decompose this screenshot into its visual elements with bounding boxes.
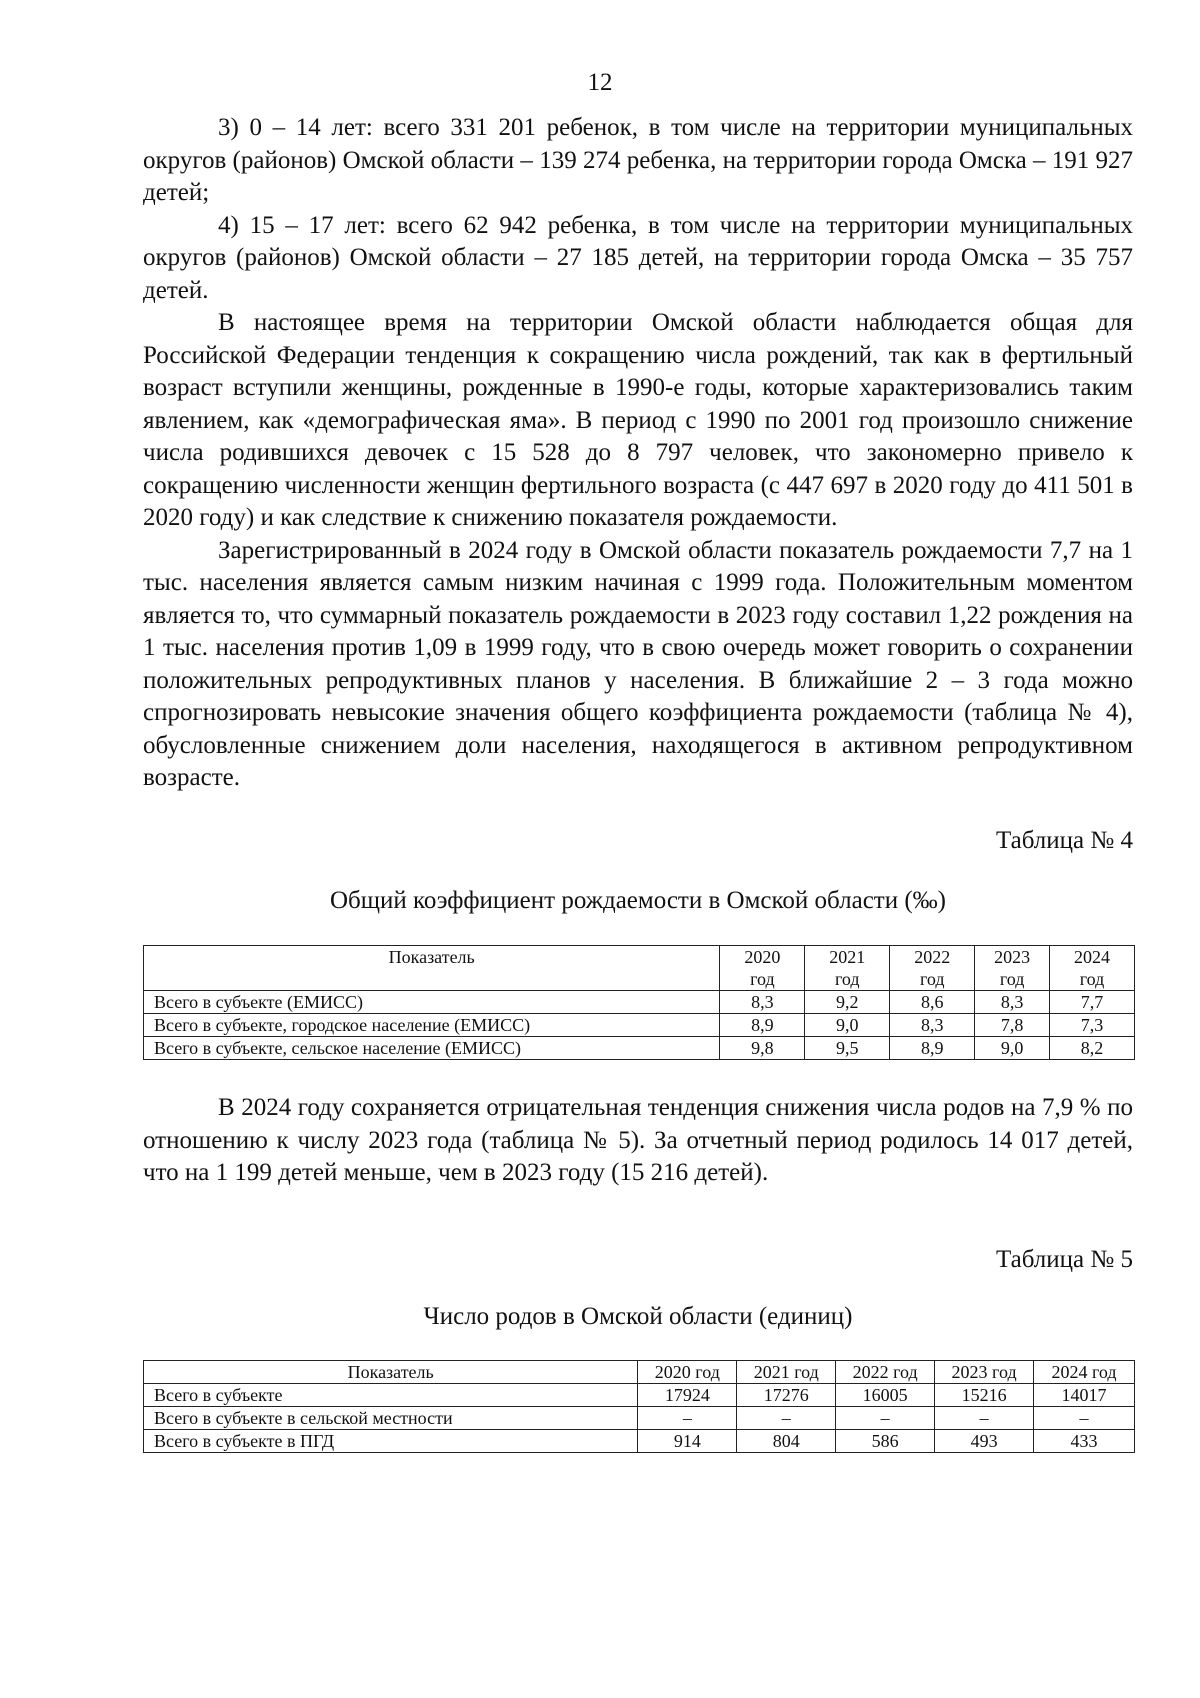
table5-cell: –	[737, 1407, 836, 1430]
table4-cell: 8,9	[890, 1037, 975, 1060]
table5-header-year: 2021 год	[737, 1361, 836, 1384]
table4-cell: 9,0	[805, 1014, 890, 1037]
table5-cell: 433	[1034, 1430, 1135, 1453]
table4-cell: 7,7	[1050, 991, 1135, 1014]
table5-cell: –	[1034, 1407, 1135, 1430]
table-row	[144, 1430, 1135, 1453]
table5-row-label: Всего в субъекте в ПГД	[144, 1430, 638, 1453]
table-row	[144, 1014, 1135, 1037]
table5-cell: –	[638, 1407, 737, 1430]
table5-cell: –	[836, 1407, 935, 1430]
table5-header-year: 2023 год	[935, 1361, 1034, 1384]
table4-cell: 9,5	[805, 1037, 890, 1060]
table4-row-label: Всего в субъекте (ЕМИСС)	[144, 991, 720, 1014]
table5-label: Таблица № 5	[995, 1246, 1133, 1273]
table4-header-year: 2020 год	[720, 946, 805, 991]
table4	[143, 945, 1135, 1060]
table5-cell: 493	[935, 1430, 1034, 1453]
table4-cell: 8,2	[1050, 1037, 1135, 1060]
table5-cell: 14017	[1034, 1384, 1135, 1407]
table4-cell: 7,8	[975, 1014, 1050, 1037]
table4-cell: 8,9	[720, 1014, 805, 1037]
paragraph-births-2024: В 2024 году сохраняется отрицательная тенденция снижения числа родов на 7,9 % по отношению к числу 2023 года (таблица № 5). За отчетный период родилось 14 017 детей, что на 1 199 детей меньше, чем в 2023 году (15 216 детей).	[143, 1094, 1133, 1186]
table4-title: Общий коэффициент рождаемости в Омской области (‰)	[330, 887, 946, 914]
table5-cell: 914	[638, 1430, 737, 1453]
table5-header-year: 2020 год	[638, 1361, 737, 1384]
table-row	[144, 991, 1135, 1014]
table5-cell: 17924	[638, 1384, 737, 1407]
table5-cell: 804	[737, 1430, 836, 1453]
table4-row-label: Всего в субъекте, городское население (ЕМИСС)	[144, 1014, 720, 1037]
table4-header-year: 2022 год	[890, 946, 975, 991]
table4-header-row	[144, 946, 1135, 991]
table-row	[144, 1037, 1135, 1060]
body-text	[143, 112, 1133, 795]
paragraph-age-0-14: 3) 0 – 14 лет: всего 331 201 ребенок, в том числе на территории муниципальных округов (районов) Омской области – 139 274 ребенка, на территории города Омска – 191 927 детей;	[143, 114, 1133, 206]
table5-cell: 17276	[737, 1384, 836, 1407]
table5-header-row	[144, 1361, 1135, 1384]
table5-cell: –	[935, 1407, 1034, 1430]
table5-row-label: Всего в субъекте в сельской местности	[144, 1407, 638, 1430]
table4-header-indicator: Показатель	[144, 946, 720, 991]
table4-cell: 9,2	[805, 991, 890, 1014]
table4-cell: 8,3	[975, 991, 1050, 1014]
table5-header-indicator: Показатель	[144, 1361, 638, 1384]
table5-cell: 16005	[836, 1384, 935, 1407]
table4-row-label: Всего в субъекте, сельское население (ЕМИСС)	[144, 1037, 720, 1060]
paragraph-age-15-17: 4) 15 – 17 лет: всего 62 942 ребенка, в том числе на территории муниципальных округов (районов) Омской области – 27 185 детей, на территории города Омска – 35 757 детей.	[143, 211, 1133, 304]
paragraph-birth-trend: В настоящее время на территории Омской области наблюдается общая для Российской Федерации тенденция к сокращению числа рождений, так как в фертильный возраст вступили женщины, рожденные в 1990-е годы, которые характеризовались таким явлением, как «демографическая яма». В период с 1990 по 2001 год произошло снижение числа родившихся девочек с 15 528 до 8 797 человек, что закономерно привело к сокращению численности женщин фертильного возраста (с 447 697 в 2020 году до 411 501 в 2020 году) и как следствие к снижению показателя рождаемости.	[143, 309, 1133, 531]
table4-cell: 8,6	[890, 991, 975, 1014]
table4-cell: 9,8	[720, 1037, 805, 1060]
paragraph-birth-rate-2024: Зарегистрированный в 2024 году в Омской области показатель рождаемости 7,7 на 1 тыс. населения является самым низким начиная с 1999 года. Положительным моментом является то, что суммарный показатель рождаемости в 2023 году составил 1,22 рождения на 1 тыс. населения против 1,09 в 1999 году, что в свою очередь может говорить о сохранении положительных репродуктивных планов у населения. В ближайшие 2 – 3 года можно спрогнозировать невысокие значения общего коэффициента рождаемости (таблица № 4), обусловленные снижением доли населения, находящегося в активном репродуктивном возрасте.	[143, 536, 1133, 791]
table4-label: Таблица № 4	[995, 827, 1133, 854]
table5-header-year: 2022 год	[836, 1361, 935, 1384]
table5-title: Число родов в Омской области (единиц)	[423, 1303, 853, 1330]
table5-cell: 586	[836, 1430, 935, 1453]
table-row	[144, 1407, 1135, 1430]
table5	[143, 1360, 1135, 1453]
table5-header-year: 2024 год	[1034, 1361, 1135, 1384]
table4-header-year: 2021 год	[805, 946, 890, 991]
table5-row-label: Всего в субъекте	[144, 1384, 638, 1407]
page-number: 12	[587, 69, 613, 96]
table4-cell: 8,3	[890, 1014, 975, 1037]
body-text-after-table4	[143, 1092, 1133, 1190]
table4-cell: 9,0	[975, 1037, 1050, 1060]
table4-cell: 7,3	[1050, 1014, 1135, 1037]
table4-header-year: 2024 год	[1050, 946, 1135, 991]
table4-header-year: 2023 год	[975, 946, 1050, 991]
table4-cell: 8,3	[720, 991, 805, 1014]
table5-cell: 15216	[935, 1384, 1034, 1407]
table-row	[144, 1384, 1135, 1407]
